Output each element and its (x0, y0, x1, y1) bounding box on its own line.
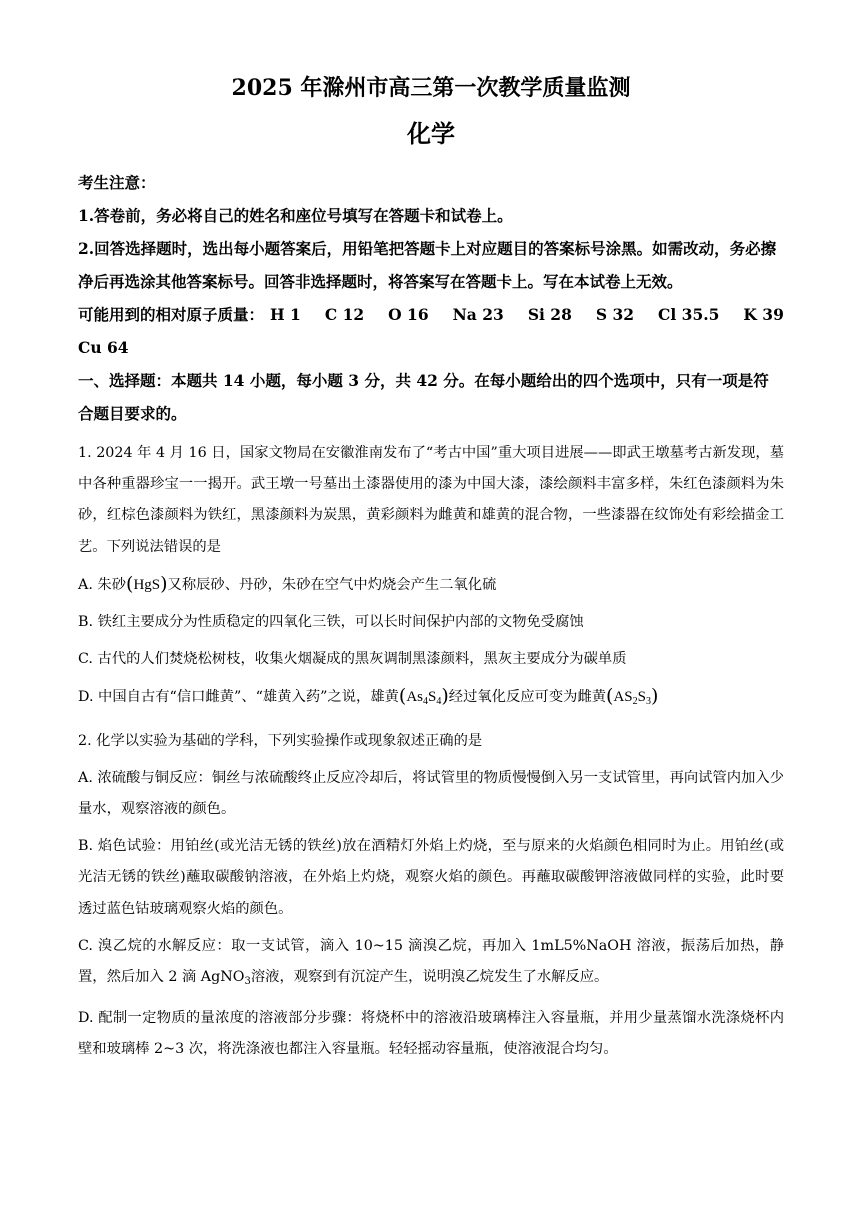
option-d-mid: 经过氧化反应可变为雌黄 (448, 689, 607, 706)
question-1-option-b: B. 铁红主要成分为性质稳定的四氧化三铁，可以长时间保护内部的文物免受腐蚀 (78, 614, 584, 631)
atomic-mass-line (78, 298, 784, 331)
question-2-option-b: B. 焰色试验：用铂丝(或光洁无锈的铁丝)放在酒精灯外焰上灼烧，至与原来的火焰颜色相同时为止。用铂丝(或光洁无锈的铁丝)蘸取碳酸钠溶液，在外焰上灼烧，观察火焰的颜色。再蘸取碳酸钾溶液做同样的实验，此时要透过蓝色钴玻璃观察火焰的颜色。 (78, 838, 784, 917)
question-1-option-d (78, 681, 784, 717)
formula-as4s4: $As_4S_4$ (406, 689, 442, 708)
option-d-prefix: D. 中国自古有“信口雌黄”、“雄黄入药”之说，雄黄 (78, 689, 399, 706)
exam-title: 2025 年滁州市高三第一次教学质量监测 (231, 75, 631, 101)
left-paren: ( (606, 685, 614, 708)
atomic-mass-item: K 39 (743, 305, 784, 324)
question-2-option-d: D. 配制一定物质的量浓度的溶液部分步骤：将烧杯中的溶液沿玻璃棒注入容量瓶，并用少量蒸馏水洗涤烧杯内壁和玻璃棒 2~3 次，将洗涤液也都注入容量瓶。轻轻摇动容量瓶，使溶液混合均匀。 (78, 1010, 784, 1058)
atomic-mass-last: Cu 64 (78, 338, 129, 357)
atomic-mass-item: Na 23 (452, 305, 504, 324)
notice-item-2: 2.回答选择题时，选出每小题答案后，用铅笔把答题卡上对应题目的答案标号涂黑。如需改动，务必擦净后再选涂其他答案标号。回答非选择题时，将答案写在答题卡上。写在本试卷上无效。 (78, 239, 777, 291)
section-1-heading: 一、选择题：本题共 14 小题，每小题 3 分，共 42 分。在每小题给出的四个选项中，只有一项是符合题目要求的。 (78, 371, 769, 423)
question-1-stem: 1. 2024 年 4 月 16 日，国家文物局在安徽淮南发布了“考古中国”重大项目进展——即武王墩墓考古新发现，墓中各种重器珍宝一一揭开。武王墩一号墓出土漆器使用的漆为中国大漆，漆绘颜料丰富多样，朱红色漆颜料为朱砂，红棕色漆颜料为铁红，黑漆颜料为炭黑，黄彩颜料为雌黄和雄黄的混合物，一些漆器在纹饰处有彩绘描金工艺。下列说法错误的是 (78, 445, 784, 555)
question-1-option-a (78, 569, 784, 601)
right-paren: ) (651, 685, 659, 708)
right-paren: ) (160, 572, 168, 595)
left-paren: ( (126, 572, 134, 595)
atomic-mass-item: C 12 (324, 305, 365, 324)
option-a-suffix: 又称辰砂、丹砂，朱砂在空气中灼烧会产生二氧化硫 (167, 576, 497, 593)
exam-page (78, 70, 784, 1066)
option-c-suffix: 溶液，观察到有沉淀产生，说明溴乙烷发生了水解反应。 (250, 969, 609, 986)
atomic-mass-item: Cl 35.5 (658, 305, 720, 324)
question-2-stem: 2. 化学以实验为基础的学科，下列实验操作或现象叙述正确的是 (78, 732, 483, 749)
left-paren: ( (398, 685, 407, 708)
atomic-mass-item: Si 28 (527, 305, 572, 324)
atomic-mass-item: H 1 (270, 305, 301, 324)
question-1-option-c: C. 古代的人们焚烧松树枝，收集火烟凝成的黑灰调制黑漆颜料，黑灰主要成分为碳单质 (78, 651, 627, 668)
subject-title: 化学 (407, 119, 455, 148)
formula-hgs: HgS (133, 576, 161, 593)
atomic-mass-item: O 16 (388, 305, 429, 324)
right-paren: ) (441, 685, 449, 708)
atomic-mass-label: 可能用到的相对原子质量： (78, 305, 265, 324)
option-c-prefix: C. 溴乙烷的水解反应：取一支试管，滴入 10~15 滴溴乙烷，再加入 1mL5%NaOH 溶液，振荡后加热，静置，然后加入 2 滴 AgNO (78, 937, 784, 986)
atomic-mass-item: S 32 (595, 305, 635, 324)
formula-as2s3: $AS_2S_3$ (613, 689, 651, 708)
option-c-subscript: 3 (244, 976, 251, 988)
option-a-prefix: A. 朱砂 (78, 576, 127, 593)
notice-item-1: 1.答卷前，务必将自己的姓名和座位号填写在答题卡和试卷上。 (78, 206, 513, 225)
notice-heading: 考生注意： (78, 173, 156, 192)
question-2-option-c (78, 931, 784, 997)
question-2-option-a: A. 浓硫酸与铜反应：铜丝与浓硫酸终止反应冷却后，将试管里的物质慢慢倒入另一支试管里，再向试管内加入少量水，观察溶液的颜色。 (78, 769, 784, 818)
